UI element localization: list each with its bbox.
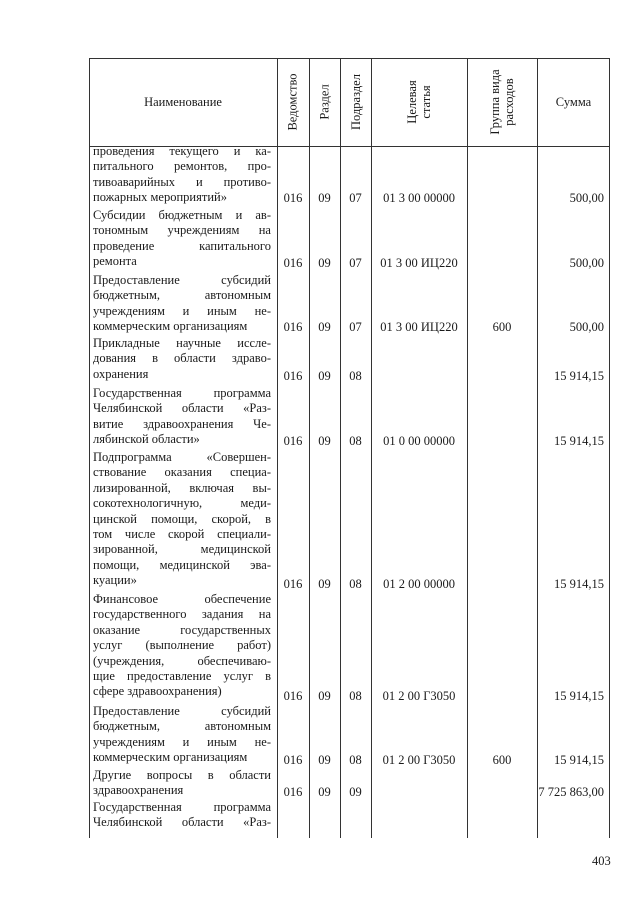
- subsection-cell: 07: [349, 320, 362, 334]
- dept-cell: 016: [283, 689, 303, 703]
- col-border: [609, 58, 610, 838]
- expense-group-cell: 600: [492, 753, 512, 767]
- section-cell: 09: [318, 577, 331, 591]
- dept-cell: 016: [283, 320, 303, 334]
- row-name: Подпрограмма «Совершен- ствование оказания специа- лизированной, включая вы- сокотехнологичную, меди- цинской помощи, скорой, в том числе скорой специали- зированной, медицинской помощи, медицинской эва- куации»: [93, 450, 271, 588]
- amount-cell: 500,00: [569, 320, 604, 334]
- dept-cell: 016: [283, 785, 303, 799]
- section-cell: 09: [318, 785, 331, 799]
- section-cell: 09: [318, 191, 331, 205]
- row-name: Прикладные научные иссле- дования в области здраво- охранения: [93, 336, 271, 381]
- subsection-cell: 08: [349, 753, 362, 767]
- article-cell: 01 2 00 00000: [383, 577, 455, 591]
- header-amount: Сумма: [555, 94, 592, 109]
- row-name: Финансовое обеспечение государственного задания на оказание государственных услуг (выполнение работ) (учреждения, обеспечиваю- щие предоставление услуг в сфере здравоохранения): [93, 592, 271, 699]
- page-number: 403: [592, 854, 611, 868]
- subsection-cell: 09: [349, 785, 362, 799]
- subsection-cell: 08: [349, 434, 362, 448]
- amount-cell: 15 914,15: [554, 369, 604, 383]
- subsection-cell: 08: [349, 689, 362, 703]
- row-name: Государственная программа Челябинской области «Раз- витие здравоохранения Че- лябинской области»: [93, 386, 271, 447]
- row-name: Государственная программа Челябинской области «Раз-: [93, 800, 271, 830]
- amount-cell: 7 725 863,00: [538, 785, 604, 799]
- article-cell: 01 0 00 00000: [383, 434, 455, 448]
- dept-cell: 016: [283, 369, 303, 383]
- amount-cell: 15 914,15: [554, 577, 604, 591]
- col-border: [89, 58, 90, 838]
- header-target-article: Целевая статья: [405, 80, 433, 124]
- budget-table: [89, 58, 610, 838]
- article-cell: 01 3 00 00000: [383, 191, 455, 205]
- article-cell: 01 2 00 Г3050: [382, 753, 456, 767]
- dept-cell: 016: [283, 434, 303, 448]
- article-cell: 01 3 00 ИЦ220: [380, 320, 458, 334]
- subsection-cell: 08: [349, 369, 362, 383]
- article-cell: 01 2 00 Г3050: [382, 689, 456, 703]
- header-department: Ведомство: [286, 73, 300, 131]
- subsection-cell: 07: [349, 191, 362, 205]
- section-cell: 09: [318, 689, 331, 703]
- row-name: Предоставление субсидий бюджетным, автономным учреждениям и иным не- коммерческим организациям: [93, 704, 271, 765]
- article-cell: 01 3 00 ИЦ220: [380, 256, 458, 270]
- col-border: [467, 58, 468, 838]
- amount-cell: 15 914,15: [554, 753, 604, 767]
- subsection-cell: 07: [349, 256, 362, 270]
- row-name: Предоставление субсидий бюджетным, автономным учреждениям и иным не- коммерческим организациям: [93, 273, 271, 334]
- section-cell: 09: [318, 320, 331, 334]
- dept-cell: 016: [283, 191, 303, 205]
- header-name: Наименование: [144, 94, 222, 109]
- dept-cell: 016: [283, 753, 303, 767]
- dept-cell: 016: [283, 256, 303, 270]
- expense-group-cell: 600: [492, 320, 512, 334]
- row-name: Другие вопросы в области здравоохранения: [93, 768, 271, 798]
- amount-cell: 500,00: [569, 256, 604, 270]
- section-cell: 09: [318, 434, 331, 448]
- amount-cell: 15 914,15: [554, 434, 604, 448]
- amount-cell: 15 914,15: [554, 689, 604, 703]
- section-cell: 09: [318, 753, 331, 767]
- header-section: Раздел: [317, 84, 332, 120]
- dept-cell: 016: [283, 577, 303, 591]
- header-subsection: Подраздел: [348, 74, 363, 130]
- row-name: Субсидии бюджетным и ав- тономным учреждениям на проведение капитального ремонта: [93, 208, 271, 269]
- section-cell: 09: [318, 369, 331, 383]
- header-expense-group: Группа вида расходов: [488, 69, 516, 135]
- amount-cell: 500,00: [569, 191, 604, 205]
- section-cell: 09: [318, 256, 331, 270]
- subsection-cell: 08: [349, 577, 362, 591]
- row-name: проведения текущего и ка- питального ремонтов, про- тивоаварийных и противо- пожарных мероприятий»: [93, 144, 271, 205]
